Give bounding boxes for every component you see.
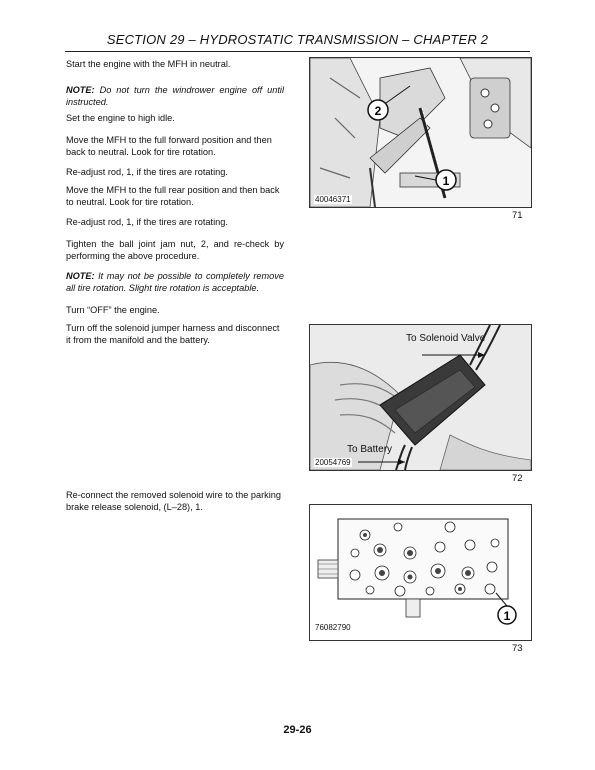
figure-number-72: 72 xyxy=(512,473,523,484)
note-engine-off xyxy=(66,84,284,108)
figure-code: 20054769 xyxy=(315,458,351,467)
note-text: Do not turn the windrower engine off until instructed. xyxy=(66,85,284,107)
step-start-engine: Start the engine with the MFH in neutral. xyxy=(66,59,231,69)
label-to-battery: To Battery xyxy=(347,444,393,455)
step-engine-off: Turn “OFF” the engine. xyxy=(66,305,160,315)
step-high-idle: Set the engine to high idle. xyxy=(66,113,175,123)
figure-code: 40046371 xyxy=(315,195,351,204)
figure-number-71: 71 xyxy=(512,210,523,221)
step-full-rear: Move the MFH to the full rear position and then back to neutral. Look for tire rotation. xyxy=(66,185,280,207)
step-full-forward: Move the MFH to the full forward position and then back to neutral. Look for tire rotation. xyxy=(66,135,272,157)
header-rule xyxy=(65,51,530,52)
callout-2: 2 xyxy=(374,104,382,118)
figure-code: 76082790 xyxy=(315,623,351,632)
step-readjust-rod-2: Re-adjust rod, 1, if the tires are rotating. xyxy=(66,217,228,227)
note-label: NOTE: xyxy=(66,271,95,281)
page-number: 29-26 xyxy=(283,724,312,736)
label-to-solenoid-valve: To Solenoid Valve xyxy=(406,333,486,344)
section-header: SECTION 29 – HYDROSTATIC TRANSMISSION – CHAPTER 2 xyxy=(106,32,489,47)
note-text: It may not be possible to completely remove all tire rotation. Slight tire rotation is acceptable. xyxy=(66,271,284,293)
note-tire-rotation xyxy=(66,270,284,294)
step-disconnect-harness: Turn off the solenoid jumper harness and disconnect it from the manifold and the battery. xyxy=(66,323,280,345)
figure-71-linkage-photo xyxy=(309,57,532,208)
step-readjust-rod-1: Re-adjust rod, 1, if the tires are rotating. xyxy=(66,167,228,177)
figure-72-solenoid-harness-photo xyxy=(309,324,532,471)
step-reconnect-solenoid: Re-connect the removed solenoid wire to the parking brake release solenoid, (L–28), 1. xyxy=(66,490,282,512)
callout-1: 1 xyxy=(442,174,450,188)
figure-number-73: 73 xyxy=(512,643,523,654)
callout-1: 1 xyxy=(503,609,511,623)
step-tighten-jam-nut: Tighten the ball joint jam nut, 2, and re-check by performing the above procedure. xyxy=(66,239,284,261)
figure-73-manifold-diagram xyxy=(309,504,532,641)
note-label: NOTE: xyxy=(66,85,95,95)
